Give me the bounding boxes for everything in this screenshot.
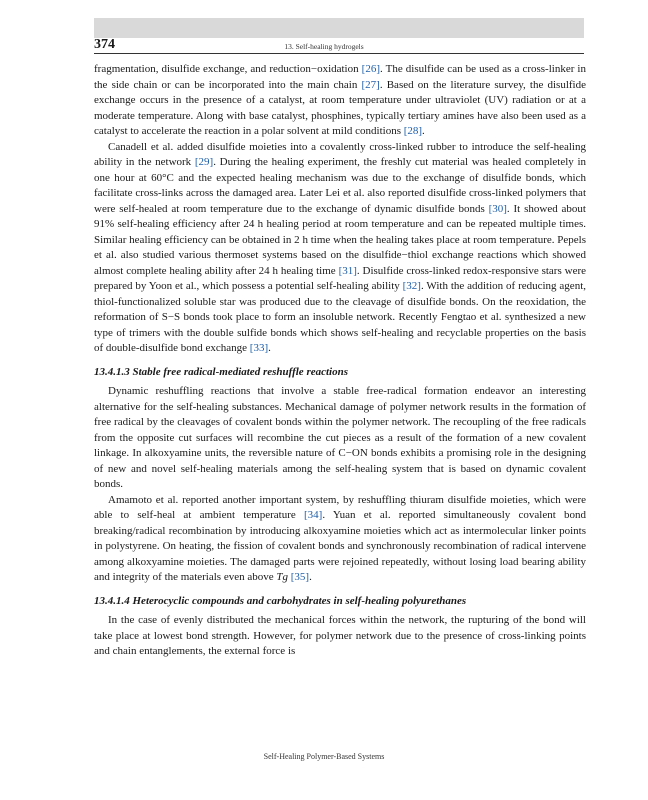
paragraph-2: Canadell et al. added disulfide moieties into a covalently cross-linked rubber to introduce the self-healing ability in the network [29]. During the healing experiment, the freshly cut material was healed completely in one hour at 60°C and the expected healing mechanism was due to the exchange of disulfide bonds, which facilitate cross-links across the damaged area. Later Lei et al. also reported disulfide cross-linked polymers that were self-healed at room temperature due to the exchange of dynamic disulfide bonds [30]. It showed about 91% self-healing efficiency after 24 h healing period at room temperature and can be repeated multiple times. Similar healing efficiency can be obtained in 2 h time when the healing takes place at room temperature. Pepels et al. also studied various thermoset systems based on the disulfide−thiol exchange reactions which showed almost complete healing ability after 24 h healing time [31]. Disulfide cross-linked redox-responsive stars were prepared by Yoon et al., which possess a potential self-healing ability [32]. With the addition of reducing agent, thiol-functionalized soluble star was produced due to the cleavage of disulfide bonds. On the reoxidation, the reformation of S−S bonds took place to form an insoluble network. Recently Fengtao et al. synthesized a new type of trimers with the double sulfide bonds which shows self-healing and recyclable properties on the basis of double-disulfide bond exchange [33]. xyxy=(94,140,586,354)
page-number: 374 xyxy=(94,37,115,52)
paragraph-1: fragmentation, disulfide exchange, and reduction−oxidation [26]. The disulfide can be used as a cross-linker in the side chain or can be incorporated into the main chain [27]. Based on the literature survey, the disulfide exchange occurs in the presence of a catalyst, at room temperature under ultraviolet (UV) radiation or at a moderate temperature. Along with base catalyst, phosphines, typically tertiary amines have also been used as a catalyst to accelerate the reaction in a polar solvent at mild conditions [28]. xyxy=(94,63,586,137)
body-text xyxy=(94,62,586,660)
citation-link[interactable]: [30] xyxy=(488,202,507,215)
paragraph-3: Dynamic reshuffling reactions that involve a stable free-radical formation endeavor an interesting alternative for the self-healing substances. Mechanical damage of polymer network results in the formation of free radical by the cleavages of covalent bonds within the polymer network. The recoupling of the free radicals from the opposite cut surfaces will recombine the cut pieces as a result of the formation of a new covalent linkage. In alkoxyamine units, the reversible nature of C−ON bonds exhibits a promising role in the designing of new and novel self-healing materials among the self-healing system that is based on dynamic covalent bonds. xyxy=(94,385,586,490)
paragraph-4: Amamoto et al. reported another important system, by reshuffling thiuram disulfide moieties, which were able to self-heal at ambient temperature [34]. Yuan et al. reported simultaneously covalent bond breaking/radical recombination by introducing alkoxyamine moieties which act as intermolecular linker points in polystyrene. On heating, the fission of covalent bonds and synchronously recombination of radical intervene among alkoxyamine moieties. The damaged parts were rejoined repeatedly, without losing load bearing ability and integrity of the materials even above Tg [35]. xyxy=(94,493,586,583)
citation-link[interactable]: [33] xyxy=(249,342,269,354)
citation-link[interactable]: [32] xyxy=(402,280,421,292)
citation-link[interactable]: [29] xyxy=(194,156,214,168)
header-band xyxy=(94,18,584,38)
section-heading: 13.4.1.4 Heterocyclic compounds and carbohydrates in self-healing polyurethanes xyxy=(94,594,467,607)
footer-book-title: Self-Healing Polymer-Based Systems xyxy=(263,752,385,761)
citation-link[interactable]: [31] xyxy=(338,264,357,277)
citation-link[interactable]: [28] xyxy=(403,125,423,137)
section-heading: 13.4.1.3 Stable free radical-mediated reshuffle reactions xyxy=(94,365,348,378)
citation-link[interactable]: [27] xyxy=(361,78,380,91)
header-rule xyxy=(94,53,584,54)
paragraph-5: In the case of evenly distributed the mechanical forces within the network, the rupturing of the bond will take place at lowest bond strength. However, for polymer network due to the presence of cross-linking points and chain entanglements, the external force is xyxy=(94,614,586,657)
running-title: 13. Self-healing hydrogels xyxy=(284,42,364,51)
tg-symbol: Tg xyxy=(276,571,288,583)
citation-link[interactable]: [35] xyxy=(290,571,310,583)
citation-link[interactable]: [34] xyxy=(304,509,323,521)
citation-link[interactable]: [26] xyxy=(361,63,380,75)
